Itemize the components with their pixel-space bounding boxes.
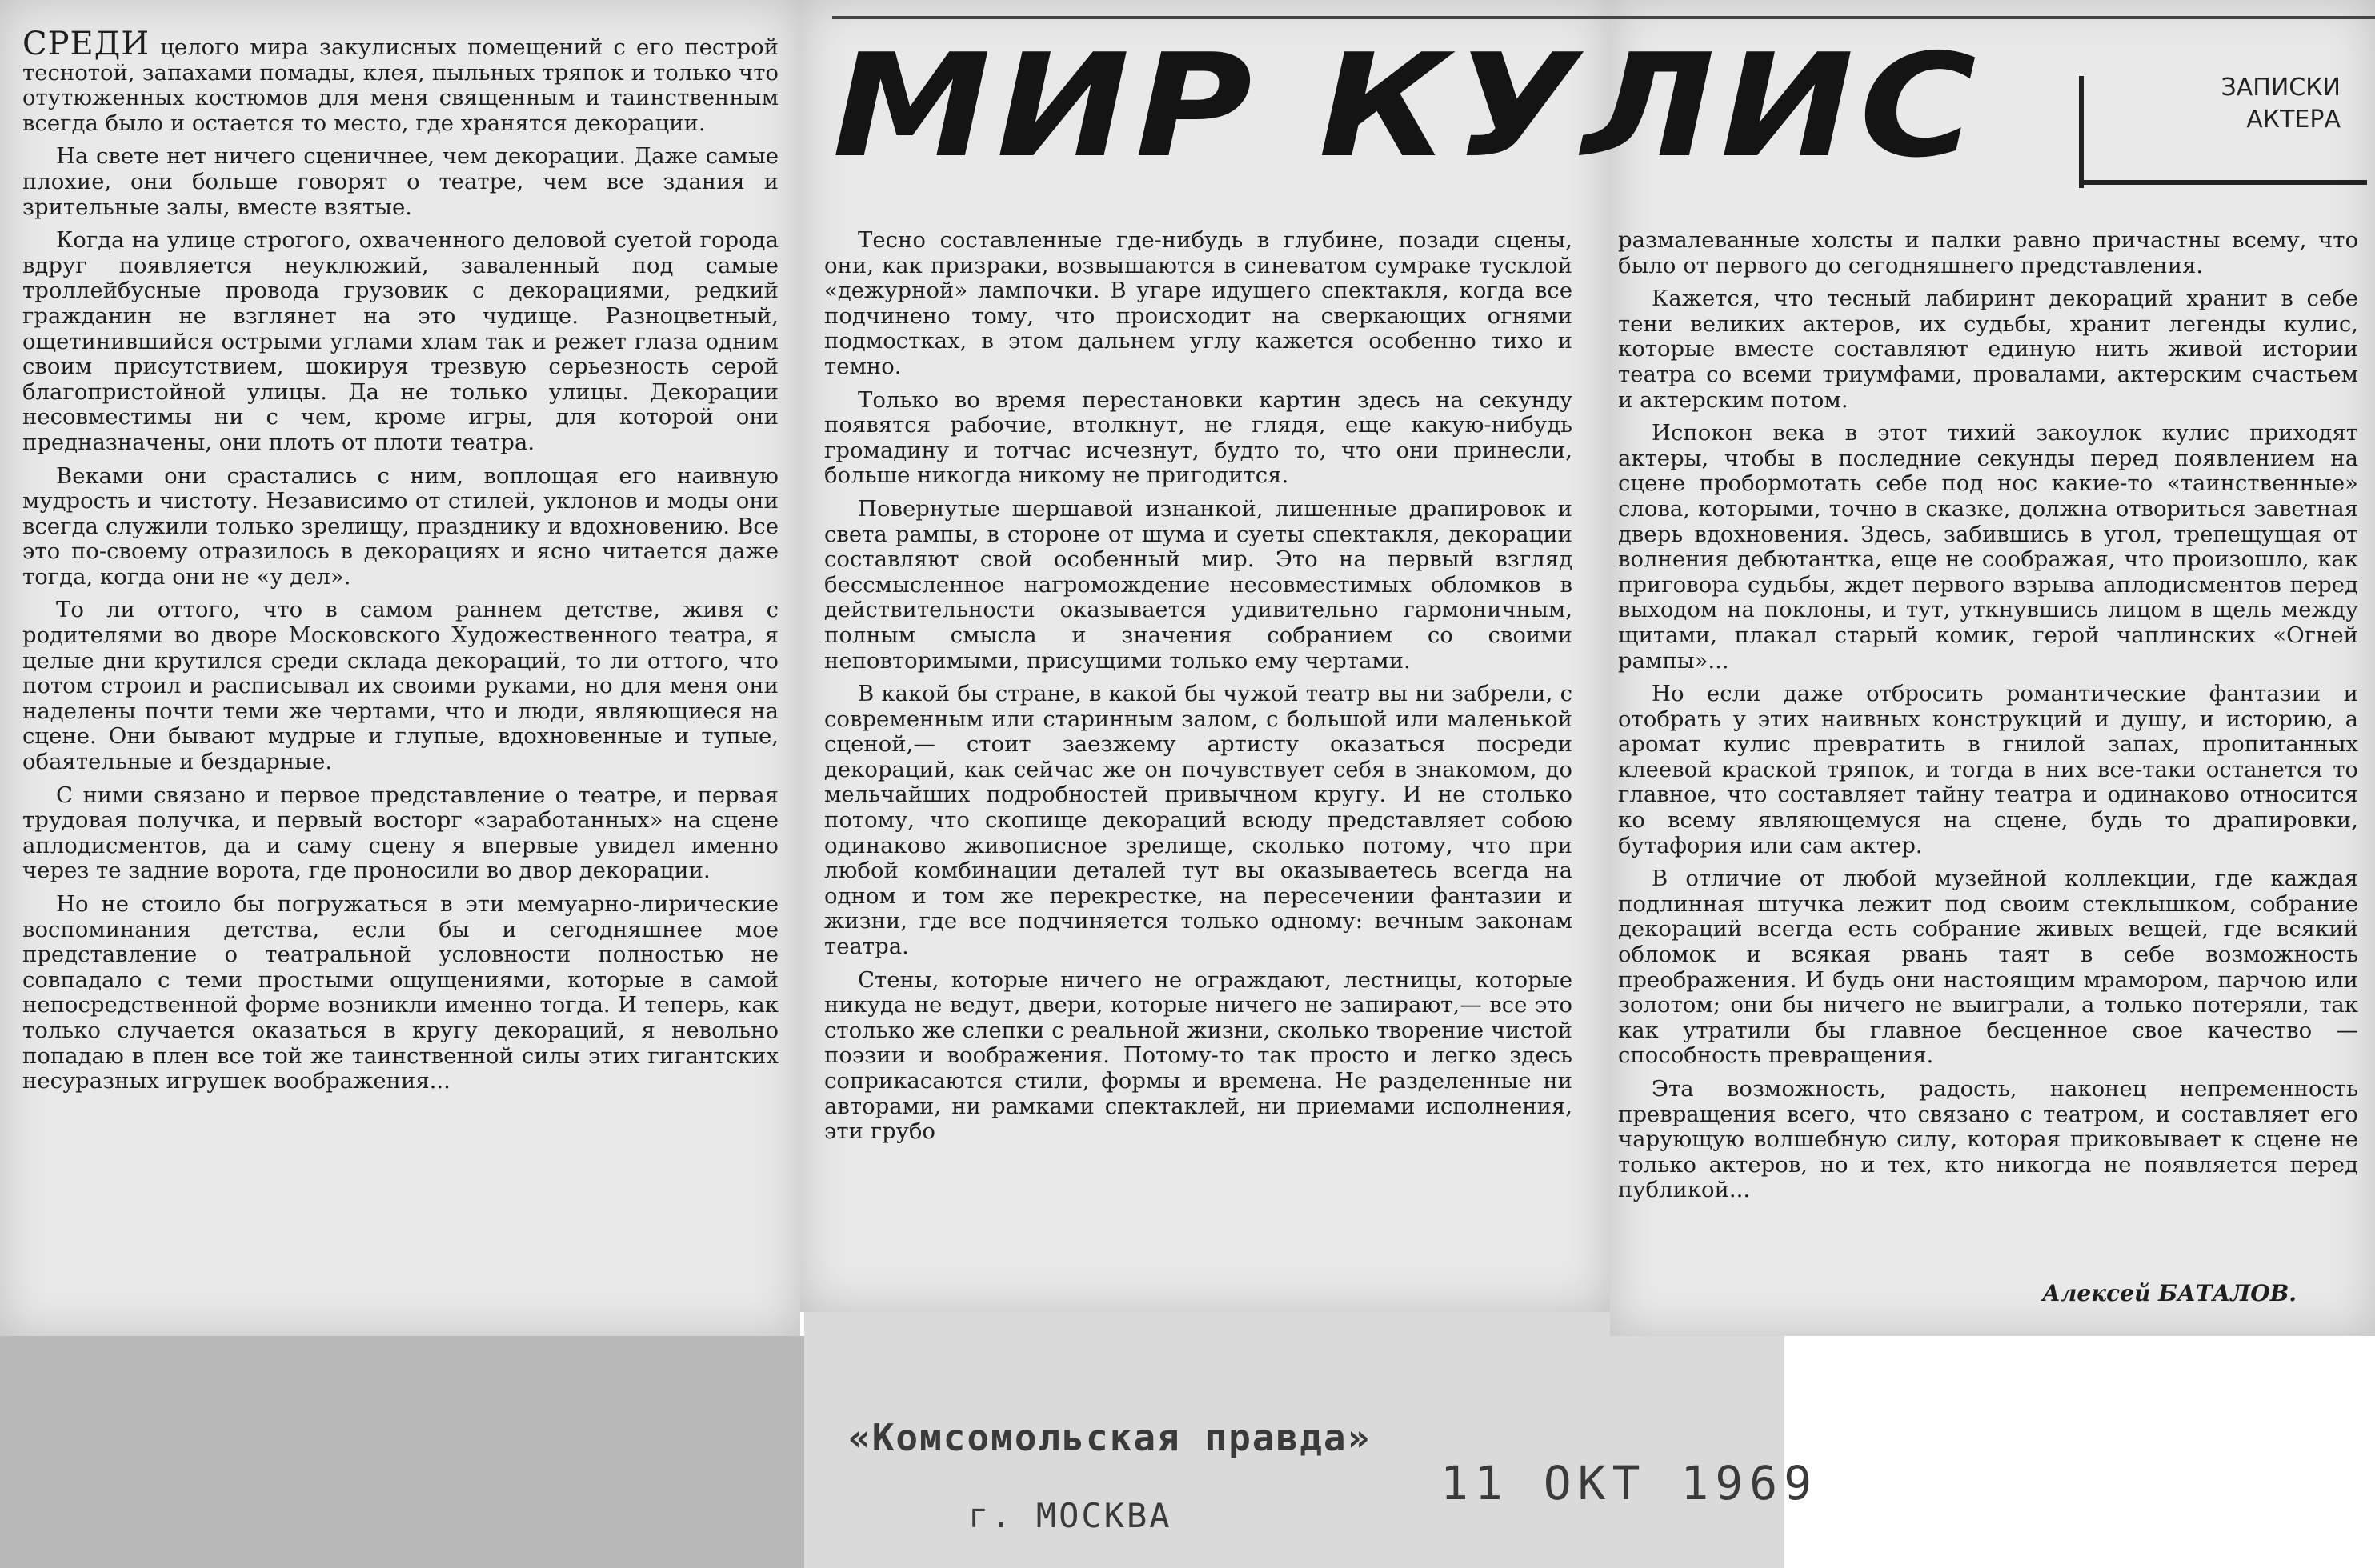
article-column-3	[1618, 228, 2358, 1211]
stamp-newspaper-name: «Комсомольская правда»	[848, 1416, 1372, 1459]
paragraph: Но не стоило бы погружаться в эти мемуарно-лирические воспоминания детства, если бы и сегодняшнее мое представление о театральной условности полностью не совпадало с теми простыми ощущениями, которые в самой непосредственной форме возникли именно тогда. И теперь, как только случается оказаться в кругу декораций, я невольно попадаю в плен все той же таинственной силы этих гигантских несуразных игрушек воображения...	[22, 891, 779, 1094]
paragraph: Испокон века в этот тихий закоулок кулис приходят актеры, чтобы в последние секунды перед появлением на сцене пробормотать себе под нос какие-то «таинственные» слова, которыми, точно в сказке, должна отвориться заветная дверь вдохновения. Здесь, забившись в угол, трепещущая от волнения дебютантка, еще не соображая, что произошло, как приговора судьбы, ждет первого взрыва аплодисментов перед выходом на поклоны, и тут, уткнувшись лицом в щель между щитами, плакал старый комик, герой чаплинских «Огней рампы»...	[1618, 420, 2358, 674]
paragraph: Когда на улице строгого, охваченного деловой суетой города вдруг появляется неуклюжий, заваленный под самые троллейбусные провода грузовик с декорациями, редкий гражданин не взглянет на это чудище. Разноцветный, ощетинившийся острыми углами хлам так и режет глаза одним своим присутствием, шокируя трезвую серьезность серой благопристойной улицы. Да не только улицы. Декорации несовместимы ни с чем, кроме игры, для которой они предназначены, они плоть от плоти театра.	[22, 227, 779, 455]
newspaper-stamp	[848, 1416, 1372, 1560]
paragraph: Но если даже отбросить романтические фантазии и отобрать у этих наивных конструкций и душу, и историю, а аромат кулис превратить в гнилой запах, пропитанных клеевой краской тряпок, и тогда в них все-таки останется то главное, что составляет тайну театра и одинаково относится ко всему являющемуся на сцене, будь то драпировки, бутафория или сам актер.	[1618, 681, 2358, 858]
paragraph: Эта возможность, радость, наконец непременность превращения всего, что связано с театром, и составляет его чарующую волшебную силу, которая приковывает к сцене не только актеров, но и тех, кто никогда не появляется перед публикой...	[1618, 1076, 2358, 1203]
paragraph: Стены, которые ничего не ограждают, лестницы, которые никуда не ведут, двери, которые ничего не запирают,— все это столько же слепки с реальной жизни, сколько творение чистой поэзии и воображения. Потому-то так просто и легко здесь соприкасаются стили, формы и времена. Не разделенные ни авторами, ни рамками спектаклей, ни приемами исполнения, эти грубо	[824, 966, 1572, 1145]
paragraph	[22, 26, 779, 136]
rubric-line-1: ЗАПИСКИ	[2221, 74, 2341, 102]
paragraph: Повернутые шершавой изнанкой, лишенные драпировок и света рампы, в стороне от шума и суеты спектакля, декорации составляют свой особенный мир. Это на первый взгляд бессмысленное нагромождение несовместимых обломков в действительности оказывается удивительно гармоничным, полным смысла и значения собранием со своими неповторимыми, присущими только ему чертами.	[824, 495, 1572, 674]
paragraph: Только во время перестановки картин здесь на секунду появятся рабочие, втолкнут, не глядя, еще какую-нибудь громадину и тотчас исчезнут, будто то, что они принесли, больше никогда никому не пригодится.	[824, 386, 1572, 489]
paragraph: размалеванные холсты и палки равно причастны всему, что было от первого до сегодняшнего представления.	[1618, 227, 2358, 278]
top-rule	[832, 16, 2375, 19]
author-signature: Алексей БАТАЛОВ.	[2042, 1280, 2297, 1306]
paragraph: Веками они срастались с ним, воплощая его наивную мудрость и чистоту. Независимо от стилей, уклонов и моды они всегда служили только зрелищу, празднику и вдохновению. Все это по-своему отразилось в декорациях и ясно читается даже тогда, когда они не «у дел».	[22, 462, 779, 590]
paragraph: В какой бы стране, в какой бы чужой театр вы ни забрели, с современным или старинным залом, с большой или маленькой сценой,— стоит заезжему артисту оказаться посреди декораций, как сейчас же он почувствует себя в знакомом, до мельчайших подробностей привычном кругу. И не столько потому, что скопище декораций всюду представляет собою одинаково живописное зрелище, сколько потому, что при любой комбинации деталей тут вы оказываетесь всегда на одном и том же перекрестке, на пересечении фантазии и жизни, где все подчиняется только одному: вечным законам театра.	[824, 681, 1572, 960]
stamp-city: г. МОСКВА	[968, 1496, 1172, 1535]
background-gray	[0, 1336, 816, 1568]
rubric-rule-horizontal	[2079, 180, 2367, 185]
article-column-1	[22, 26, 779, 1102]
rubric-rule-vertical	[2079, 76, 2084, 188]
rubric-line-2: АКТЕРА	[2246, 106, 2341, 134]
headline: МИР КУЛИС	[832, 23, 1982, 189]
paragraph: С ними связано и первое представление о театре, и первая трудовая получка, и первый восторг «заработанных» на сцене аплодисментов, да и саму сцену я впервые увидел именно через те задние ворота, где проносили во двор декорации.	[22, 782, 779, 884]
rubric	[2101, 72, 2341, 136]
paragraph: На свете нет ничего сценичнее, чем декорации. Даже самые плохие, они больше говорят о театре, чем все здания и зрительные залы, вместе взятые.	[22, 143, 779, 220]
dropcap-word: СРЕДИ	[22, 26, 150, 62]
article-column-2	[824, 228, 1572, 1153]
paragraph: В отличие от любой музейной коллекции, где каждая подлинная штучка лежит под своим стеклышком, собрание декораций всегда есть собрание живых вещей, где всякий обломок и всякая рвань таят в себе возможность преображения. И будь они настоящим мрамором, парчою или золотом; они бы ничего не выиграли, а только потеряли, так как утратили бы главное бесценное свое качество — способность превращения.	[1618, 866, 2358, 1069]
paragraph: Тесно составленные где-нибудь в глубине, позади сцены, они, как призраки, возвышаются в синеватом сумраке тусклой «дежурной» лампочки. В угаре идущего спектакля, когда все подчинено тому, что происходит на сверкающих огнями подмостках, в этом дальнем углу кажется особенно тихо и темно.	[824, 227, 1572, 379]
paragraph-text: целого мира закулисных помещений с его пестрой теснотой, запахами помады, клея, пыльных тряпок и только что отутюженных костюмов для меня священным и таинственным всегда было и остается то место, где хранятся декорации.	[22, 34, 779, 136]
stamp-date: 11 ОКТ 1969	[1440, 1456, 1819, 1510]
background-white	[1784, 1336, 2375, 1568]
paragraph: То ли оттого, что в самом раннем детстве, живя с родителями во дворе Московского Художественного театра, я целые дни крутился среди склада декораций, то ли оттого, что потом строил и расписывал их своими руками, но для меня они наделены почти теми же чертами, что и люди, являющиеся на сцене. Они бывают мудрые и глупые, вдохновенные и тупые, обаятельные и бездарные.	[22, 597, 779, 775]
paragraph: Кажется, что тесный лабиринт декораций хранит в себе тени великих актеров, их судьбы, хранит легенды кулис, которые вместе составляют единую нить живой истории театра со всеми триумфами, провалами, актерским счастьем и актерским потом.	[1618, 286, 2358, 413]
